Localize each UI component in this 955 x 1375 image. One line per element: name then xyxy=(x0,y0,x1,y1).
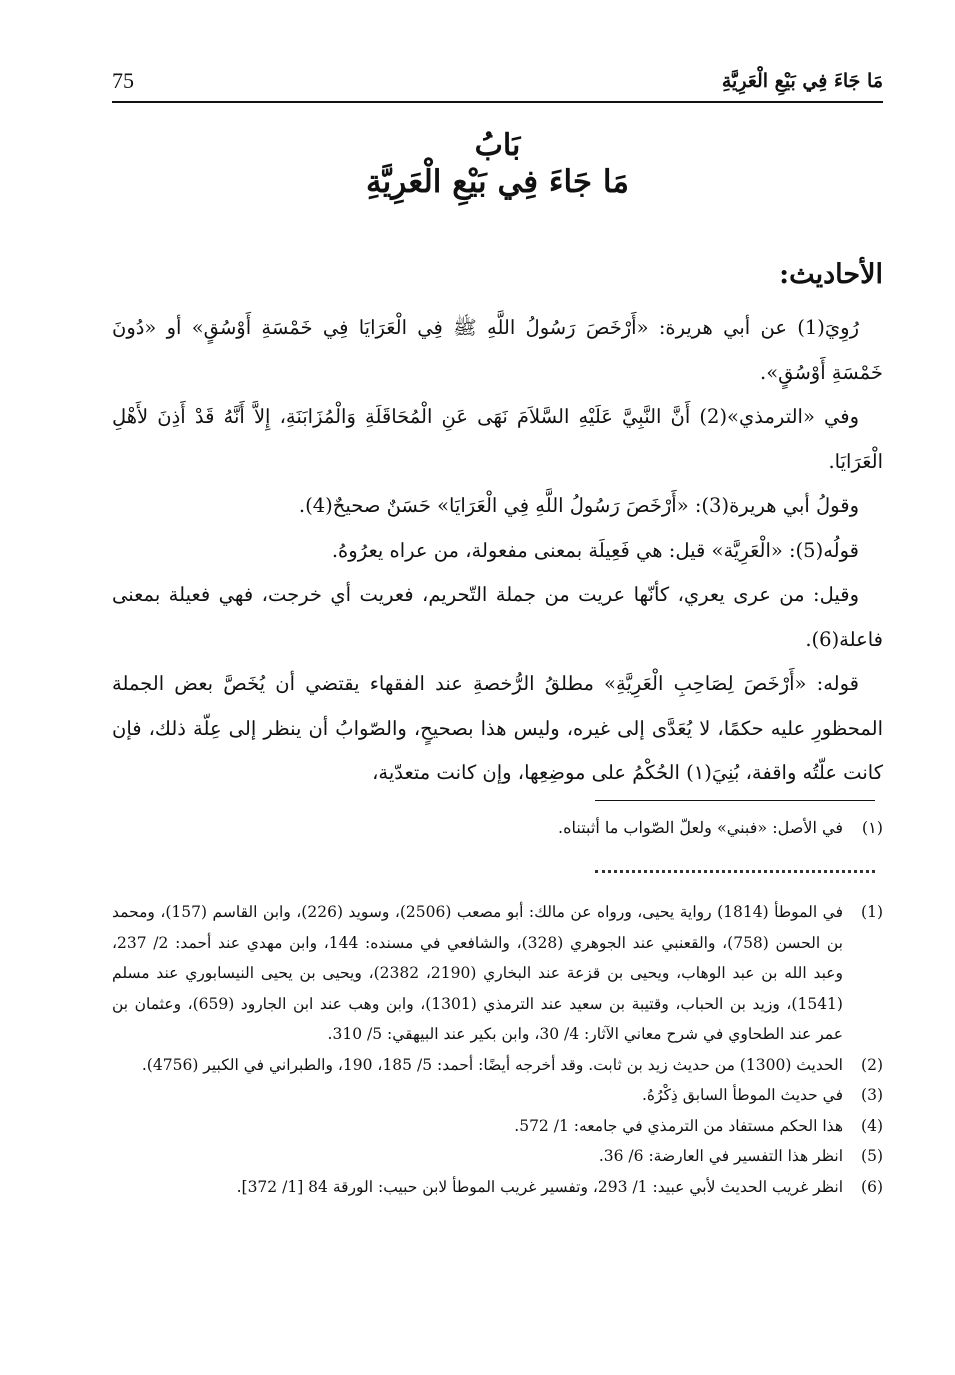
header-rule xyxy=(112,101,883,103)
footnote xyxy=(112,1080,883,1111)
footnotes xyxy=(112,897,883,1202)
editor-note xyxy=(112,814,883,842)
note-number: (١) xyxy=(861,818,883,837)
paragraph: قولُه(5): «الْعَرِيَّة» قيل: هي فَعِيلَة بمعنى مفعولة، من عراه يعرُوهُ. xyxy=(331,538,859,562)
section-heading: الأحاديث: xyxy=(779,259,883,290)
footnote-text: في حديث الموطأ السابق ذِكْرُهُ. xyxy=(641,1086,843,1104)
chapter-label: بَابُ xyxy=(474,128,521,163)
main-text xyxy=(112,306,883,796)
paragraph: وفي «الترمذي»(2) أَنَّ النَّبِيَّ عَلَيْهِ السَّلاَمَ نَهَى عَنِ الْمُحَاقَلَةِ وَالْمُزَابَنَةِ، إِلاَّ أَنَّهُ قَدْ أَذِنَ لأَهْلِ الْعَرَايَا. xyxy=(112,405,883,473)
page-number: 75 xyxy=(112,68,134,93)
footnote xyxy=(112,1111,883,1142)
footnote-number: (1) xyxy=(861,903,883,921)
footnote-text: هذا الحكم مستفاد من الترمذي في جامعه: 1/ 572. xyxy=(514,1116,843,1135)
dotted-separator xyxy=(595,870,875,881)
footnote-text: انظر غريب الحديث لأبي عبيد: 1/ 293، وتفسير غريب الموطأ لابن حبيب: الورقة 84 [1/ 372]. xyxy=(236,1177,843,1196)
paragraph: رُوِيَ(1) عن أبي هريرة: «أَرْخَصَ رَسُولُ اللَّهِ ﷺ فِي الْعَرَايَا فِي خَمْسَةِ أَوْسُقٍ» أو «دُونَ خَمْسَةِ أَوْسُقٍ». xyxy=(112,316,883,384)
footnote-number: (5) xyxy=(861,1147,883,1165)
note-text: في الأصل: «فبني» ولعلّ الصّواب ما أثبتناه. xyxy=(558,818,843,837)
footnote xyxy=(112,1050,883,1081)
footnote-number: (6) xyxy=(861,1177,883,1196)
footnote xyxy=(112,1141,883,1172)
footnote xyxy=(112,1172,883,1203)
footnote-number: (3) xyxy=(861,1086,883,1104)
footnote-number: (4) xyxy=(861,1116,883,1135)
footnote-text: انظر هذا التفسير في العارضة: 6/ 36. xyxy=(598,1147,843,1165)
paragraph: وقولُ أبي هريرة(3): «أَرْخَصَ رَسُولُ اللَّهِ فِي الْعَرَايَا» حَسَنٌ صحيحٌ(4). xyxy=(298,494,859,517)
page-header xyxy=(112,66,883,100)
footnote-separator xyxy=(595,800,875,801)
chapter-title: مَا جَاءَ فِي بَيْعِ الْعَرِيَّةِ xyxy=(366,164,629,200)
footnote-text: الحديث (1300) من حديث زيد بن ثابت. وقد أخرجه أيضًا: أحمد: 5/ 185، 190، والطبراني في الكبير (4756). xyxy=(141,1055,843,1074)
footnote-text: في الموطأ (1814) رواية يحيى، ورواه عن مالك: أبو مصعب (2506)، وسويد (226)، وابن القاسم (157)، ومحمد بن الحسن (758)، والقعنبي عند الجوهري (328)، والشافعي في مسنده: 144، وابن مهدي عند أحمد: 2/ 237، وعبد الله بن عبد الوهاب، ويحيى بن قزعة عند البخاري (2190، 2382)، ويحيى بن يحيى النيسابوري عند مسلم (1541)، وزيد بن الحباب، وقتيبة بن سعيد عند الترمذي (1301)، وابن وهب عند ابن الجارود (659)، وعثمان بن عمر عند الطحاوي في شرح معاني الآثار: 4/ 30، وابن بكير عند البيهقي: 5/ 310. xyxy=(112,903,844,1043)
paragraph: وقيل: من عرى يعري، كأنّها عريت من جملة التّحريم، فعريت أي خرجت، فهي فعيلة بمعنى فاعلة(6). xyxy=(112,583,883,651)
footnote-number: (2) xyxy=(861,1055,883,1074)
running-title: مَا جَاءَ فِي بَيْعِ الْعَرِيَّةِ xyxy=(721,70,883,92)
editor-notes xyxy=(112,814,883,842)
footnote xyxy=(112,897,883,1050)
paragraph: قوله: «أَرْخَصَ لِصَاحِبِ الْعَرِيَّةِ» مطلقُ الرُّخصةِ عند الفقهاء يقتضي أن يُخَصَّ بعض الجملة المحظورِ عليه حكمًا، لا يُعَدَّى إلى غيره، وليس هذا بصحيحٍ، والصّوابُ أن ينظر إلى عِلّة ذلك، فإن كانت علّتُه واقفة، بُنِيَ(١) الحُكْمُ على موضِعِها، وإن كانت متعدّية، xyxy=(112,672,883,784)
